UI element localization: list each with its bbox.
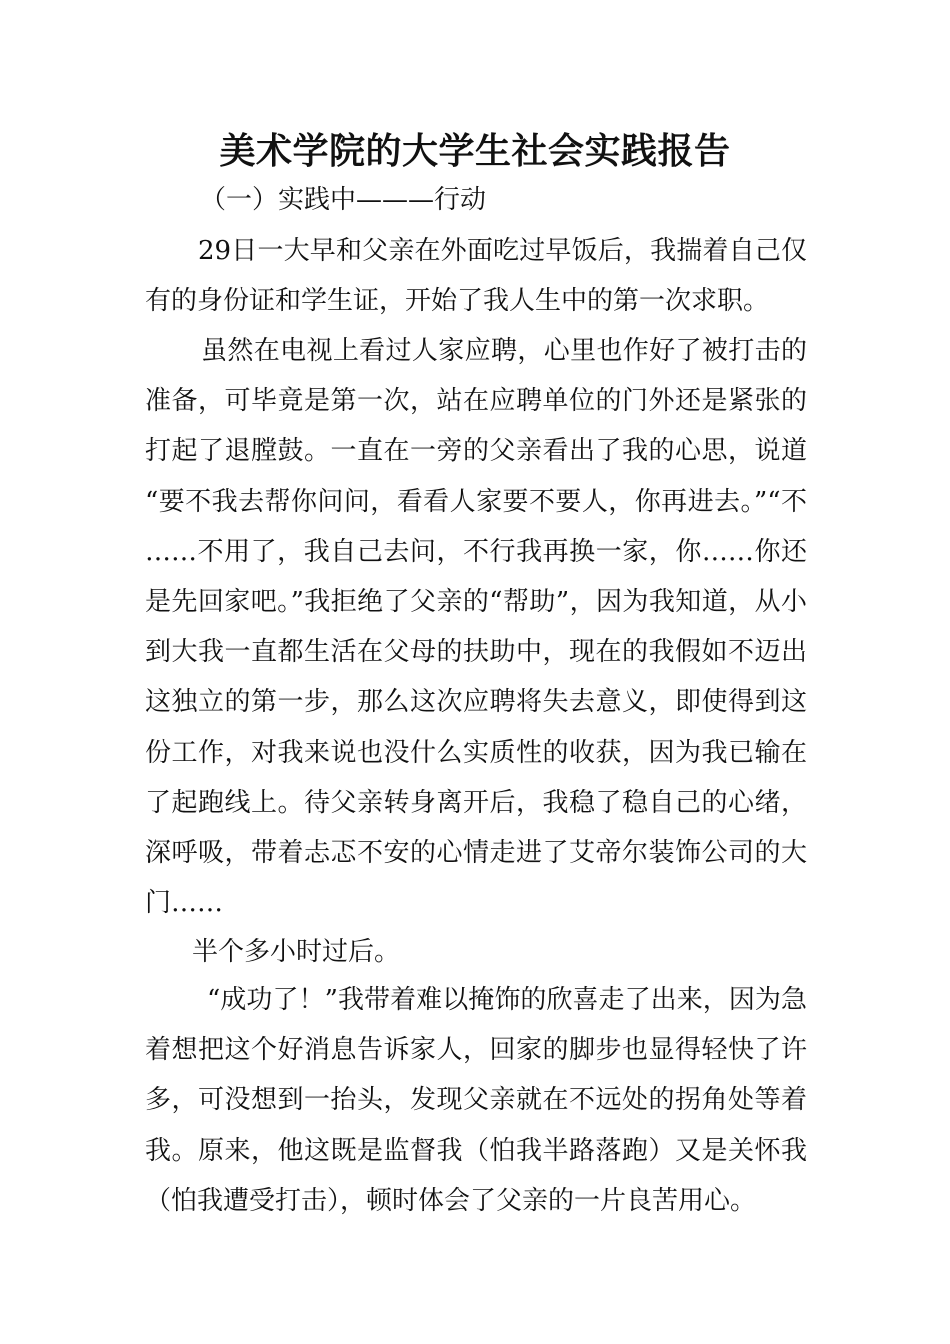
section-heading: （一）实践中———行动 bbox=[200, 185, 487, 215]
paragraph-4: “成功了！”我带着难以掩饰的欣喜走了出来，因为急着想把这个好消息告诉家人，回家的脚步也显得轻快了许多，可没想到一抬头，发现父亲就在不远处的拐角处等着我。原来，他这既是监督我（怕我半路落跑）又是关怀我（怕我遭受打击），顿时体会了父亲的一片良苦用心。 bbox=[145, 985, 807, 1216]
paragraph-2: 虽然在电视上看过人家应聘，心里也作好了被打击的准备，可毕竟是第一次，站在应聘单位的门外还是紧张的打起了退膛鼓。一直在一旁的父亲看出了我的心思，说道“要不我去帮你问问，看看人家要不要人，你再进去。”“不……不用了，我自己去问，不行我再换一家，你……你还是先回家吧。”我拒绝了父亲的“帮助”，因为我知道，从小到大我一直都生活在父母的扶助中，现在的我假如不迈出这独立的第一步，那么这次应聘将失去意义，即使得到这份工作，对我来说也没什么实质性的收获，因为我已输在了起跑线上。待父亲转身离开后，我稳了稳自己的心绪，深呼吸，带着忐忑不安的心情走进了艾帝尔装饰公司的大门…… bbox=[145, 336, 807, 919]
document-title: 美术学院的大学生社会实践报告 bbox=[219, 130, 731, 172]
paragraph-1: 29日一大早和父亲在外面吃过早饭后，我揣着自己仅有的身份证和学生证，开始了我人生中的第一次求职。 bbox=[145, 236, 807, 317]
paragraph-3: 半个多小时过后。 bbox=[192, 937, 401, 967]
